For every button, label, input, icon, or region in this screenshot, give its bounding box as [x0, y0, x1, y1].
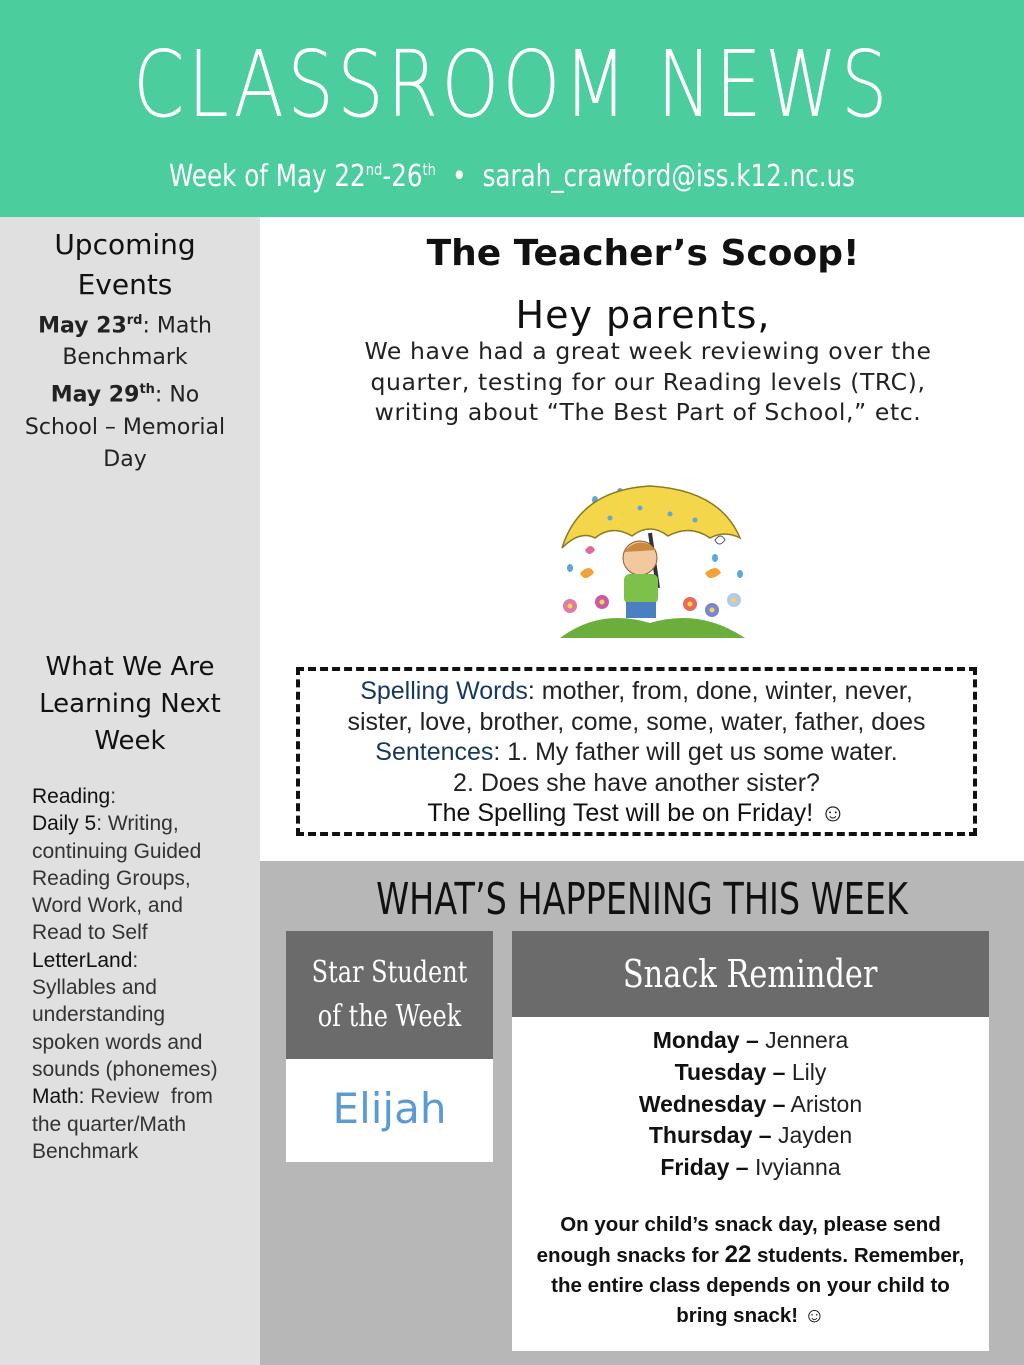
event-date: May 29: [50, 382, 140, 408]
umbrella-child-illustration: [540, 478, 760, 648]
star-heading-line: Star Student: [311, 955, 468, 990]
sidebar: [0, 217, 260, 1365]
learning-line: sounds (phonemes): [32, 1057, 218, 1081]
upcoming-heading-line: Events: [77, 268, 173, 301]
snack-day: Friday –: [660, 1154, 749, 1181]
event-text: : Math: [142, 313, 212, 339]
letterland-label: LetterLand: [32, 948, 133, 972]
sentence: : 1. My father will get us some water.: [493, 738, 898, 766]
snack-student: Ariston: [785, 1090, 863, 1117]
spelling-test-note: The Spelling Test will be on Friday! ☺: [427, 799, 846, 827]
event-text: Day: [103, 446, 147, 472]
snack-note-line: bring snack! ☺: [676, 1303, 825, 1327]
week-sup-1: nd: [365, 160, 383, 179]
scoop-title: The Teacher’s Scoop!: [426, 233, 860, 274]
learning-heading-line: Week: [94, 726, 166, 756]
child-shirt: [624, 574, 658, 604]
learning-list: [32, 783, 257, 1165]
scoop-line: We have had a great week reviewing over the: [364, 337, 932, 365]
greeting: Hey parents,: [515, 293, 771, 337]
event-date: May 23: [38, 313, 127, 339]
bullet-separator: •: [452, 159, 467, 194]
student-count: 22: [724, 1240, 752, 1268]
star-heading-line: of the Week: [317, 999, 462, 1034]
week-and-email: [92, 150, 932, 197]
learning-line: Syllables and: [32, 976, 157, 1000]
butterfly-icon: [705, 568, 721, 578]
letterland-text: :: [132, 948, 139, 972]
snack-day: Tuesday –: [674, 1058, 786, 1085]
learning-line: continuing Guided: [32, 839, 202, 863]
learning-heading: [0, 649, 260, 760]
snack-reminder-heading: [512, 931, 989, 1017]
scoop-line: quarter, testing for our Reading levels (TRC),: [370, 367, 926, 396]
snack-student: Jennera: [758, 1027, 849, 1053]
snack-day: Wednesday –: [638, 1090, 786, 1117]
learning-line: Reading Groups,: [32, 866, 191, 890]
event-date-sup: rd: [126, 313, 143, 328]
snack-reminder-card: [512, 931, 989, 1351]
newsletter-title: CLASSROOM NEWS: [133, 31, 891, 138]
scoop-body: [310, 336, 986, 428]
week-mid: -26: [382, 159, 423, 194]
event-text: : No: [154, 382, 200, 408]
snack-day-row: [512, 1025, 989, 1057]
snack-day: Monday –: [652, 1027, 759, 1053]
learning-line: Word Work, and: [32, 894, 183, 918]
learning-line: understanding: [32, 1003, 166, 1027]
event-date-sup: th: [139, 382, 155, 398]
snack-day-row: [512, 1057, 989, 1089]
snack-schedule: [512, 1017, 989, 1184]
spelling-words-label: Spelling Words: [360, 677, 528, 705]
happening-section: [260, 861, 1024, 1365]
scoop-line: writing about “The Best Part of School,” etc.: [374, 398, 922, 426]
reading-label: Reading: [32, 785, 111, 808]
butterfly-icon: [580, 568, 594, 578]
learning-heading-line: What We Are: [45, 652, 215, 682]
snack-day-row: [512, 1152, 989, 1184]
star-student-name: Elijah: [332, 1084, 447, 1133]
snack-note: [512, 1210, 989, 1331]
snack-day: Thursday –: [648, 1122, 772, 1149]
daily5-label: Daily 5: [32, 812, 97, 836]
reading-colon: :: [110, 785, 117, 808]
daily5-text: : Writing,: [96, 812, 179, 836]
math-text: Review from: [84, 1085, 213, 1109]
snack-note-line: students. Remember,: [751, 1243, 965, 1267]
learning-line: spoken words and: [32, 1030, 203, 1054]
snack-day-row: [512, 1120, 989, 1152]
snack-note-line: On your child’s snack day, please send: [560, 1212, 941, 1236]
star-student-heading: [286, 931, 493, 1059]
snack-student: Jayden: [771, 1122, 853, 1149]
event-text: Benchmark: [62, 345, 188, 371]
math-label: Math:: [32, 1085, 85, 1109]
week-prefix: Week of May 22: [168, 159, 366, 194]
learning-line: Benchmark: [32, 1139, 139, 1163]
snack-heading-text: Snack Reminder: [623, 952, 878, 996]
spelling-words: sister, love, brother, come, some, water, father, does: [347, 707, 926, 736]
star-student-card: [286, 931, 493, 1162]
butterfly-icon: [585, 546, 595, 554]
grass: [560, 618, 745, 638]
happening-title: WHAT’S HAPPENING THIS WEEK: [376, 874, 908, 925]
upcoming-events: [0, 225, 250, 476]
event-text: School – Memorial: [24, 414, 226, 440]
snack-note-line: the entire class depends on your child to: [551, 1273, 950, 1297]
butterfly-icon: [715, 536, 725, 544]
upcoming-heading-line: Upcoming: [54, 228, 196, 261]
learning-line: the quarter/Math: [32, 1112, 187, 1136]
newsletter-header: [0, 0, 1024, 217]
spelling-words: : mother, from, done, winter, never,: [527, 677, 913, 705]
sentence: 2. Does she have another sister?: [453, 768, 820, 797]
week-sup-2: th: [422, 160, 437, 179]
learning-line: Read to Self: [32, 921, 148, 945]
sentences-label: Sentences: [375, 738, 494, 766]
spelling-box: [296, 667, 977, 836]
event-item: [0, 374, 250, 475]
upcoming-heading: [0, 225, 250, 305]
learning-heading-line: Learning Next: [39, 689, 221, 719]
snack-day-row: [512, 1089, 989, 1121]
snack-student: Lily: [785, 1058, 827, 1085]
teacher-email[interactable]: sarah_crawford@iss.k12.nc.us: [482, 159, 856, 194]
snack-note-line: enough snacks for: [536, 1243, 725, 1267]
snack-student: Ivyianna: [748, 1154, 841, 1181]
child-pants: [626, 602, 656, 618]
event-item: [0, 305, 250, 374]
